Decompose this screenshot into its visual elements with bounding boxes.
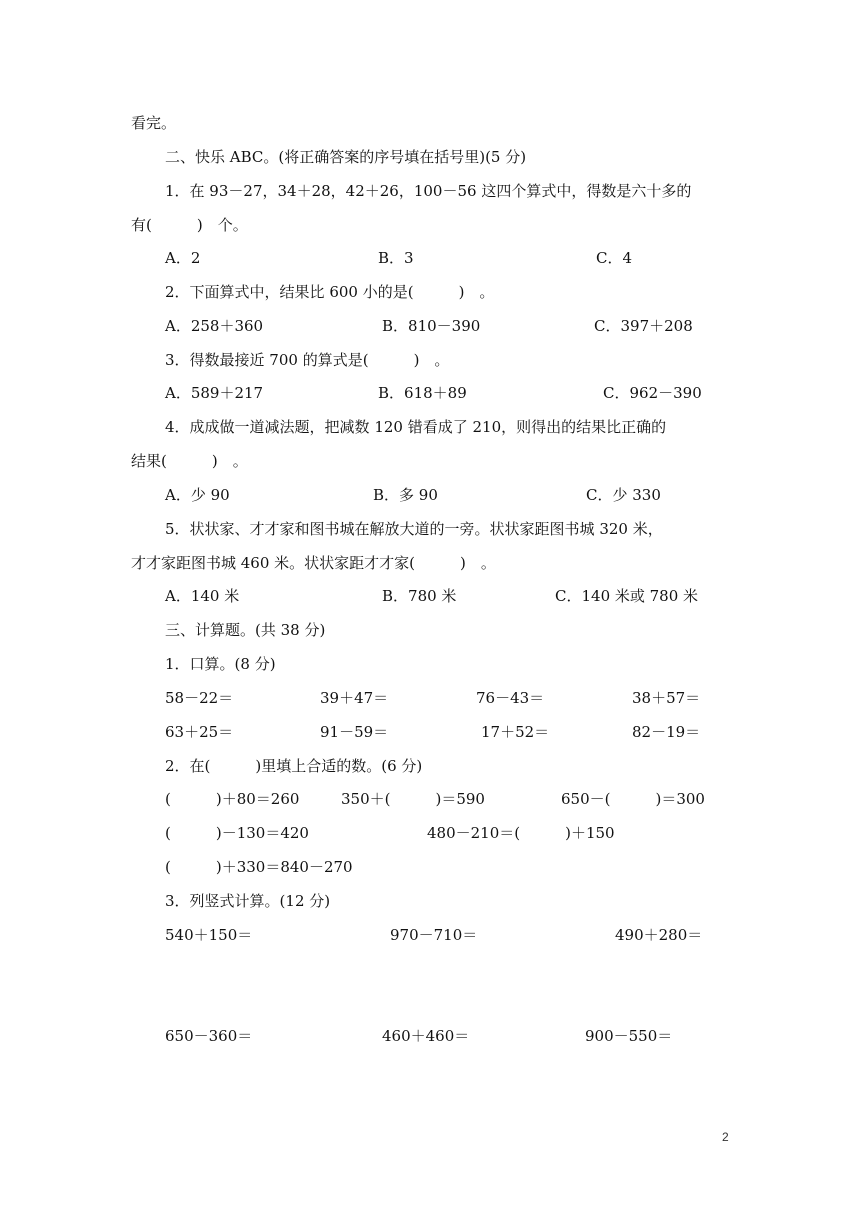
- oral-calc: 39＋47＝: [320, 689, 389, 707]
- q5-option-a: A．140 米: [165, 587, 240, 605]
- calc-3-heading: 3．列竖式计算。(12 分): [165, 892, 331, 910]
- oral-calc: 91－59＝: [320, 723, 389, 741]
- q3-option-c: C．962－390: [603, 384, 702, 402]
- question-1-line-2: 有( ) 个。: [131, 216, 248, 234]
- fill-blank: 480－210＝( )＋150: [427, 824, 615, 842]
- fill-blank: ( )＋330＝840－270: [165, 858, 353, 876]
- vertical-calc: 490＋280＝: [615, 926, 703, 944]
- calc-2-heading: 2．在( )里填上合适的数。(6 分): [165, 757, 423, 775]
- fill-blank: ( )＋80＝260: [165, 790, 300, 808]
- vertical-calc: 650－360＝: [165, 1027, 253, 1045]
- oral-calc: 38＋57＝: [632, 689, 701, 707]
- vertical-calc: 460＋460＝: [382, 1027, 470, 1045]
- oral-calc: 82－19＝: [632, 723, 701, 741]
- section-2-heading: 二、快乐 ABC。(将正确答案的序号填在括号里)(5 分): [165, 148, 527, 166]
- q3-option-a: A．589＋217: [165, 384, 264, 402]
- q4-option-c: C．少 330: [586, 486, 661, 504]
- q1-option-b: B．3: [378, 249, 414, 267]
- q5-option-b: B．780 米: [382, 587, 457, 605]
- section-3-heading: 三、计算题。(共 38 分): [165, 621, 326, 639]
- fill-blank: ( )－130＝420: [165, 824, 309, 842]
- oral-calc: 58－22＝: [165, 689, 234, 707]
- vertical-calc: 900－550＝: [585, 1027, 673, 1045]
- question-4-line-1: 4．成成做一道减法题，把减数 120 错看成了 210，则得出的结果比正确的: [165, 418, 667, 436]
- oral-calc: 76－43＝: [476, 689, 545, 707]
- question-4-line-2: 结果( ) 。: [131, 452, 248, 470]
- q1-option-a: A．2: [165, 249, 201, 267]
- q2-option-c: C．397＋208: [594, 317, 693, 335]
- q1-option-c: C．4: [596, 249, 633, 267]
- continued-text: 看完。: [131, 114, 177, 132]
- q5-option-c: C．140 米或 780 米: [555, 587, 699, 605]
- q4-option-b: B．多 90: [373, 486, 438, 504]
- question-1-line-1: 1．在 93－27，34＋28，42＋26，100－56 这四个算式中，得数是六十多的: [165, 182, 692, 200]
- calc-1-heading: 1．口算。(8 分): [165, 655, 276, 673]
- page-number: 2: [722, 1130, 729, 1144]
- q3-option-b: B．618＋89: [378, 384, 467, 402]
- vertical-calc: 970－710＝: [390, 926, 478, 944]
- question-5-line-1: 5．状状家、才才家和图书城在解放大道的一旁。状状家距图书城 320 米，: [165, 520, 663, 538]
- fill-blank: 350＋( )＝590: [341, 790, 485, 808]
- fill-blank: 650－( )＝300: [561, 790, 705, 808]
- question-5-line-2: 才才家距图书城 460 米。状状家距才才家( ) 。: [131, 554, 496, 572]
- oral-calc: 63＋25＝: [165, 723, 234, 741]
- oral-calc: 17＋52＝: [481, 723, 550, 741]
- question-2: 2．下面算式中，结果比 600 小的是( ) 。: [165, 283, 495, 301]
- question-3: 3．得数最接近 700 的算式是( ) 。: [165, 351, 450, 369]
- q2-option-a: A．258＋360: [165, 317, 264, 335]
- q2-option-b: B．810－390: [382, 317, 481, 335]
- vertical-calc: 540＋150＝: [165, 926, 253, 944]
- q4-option-a: A．少 90: [165, 486, 230, 504]
